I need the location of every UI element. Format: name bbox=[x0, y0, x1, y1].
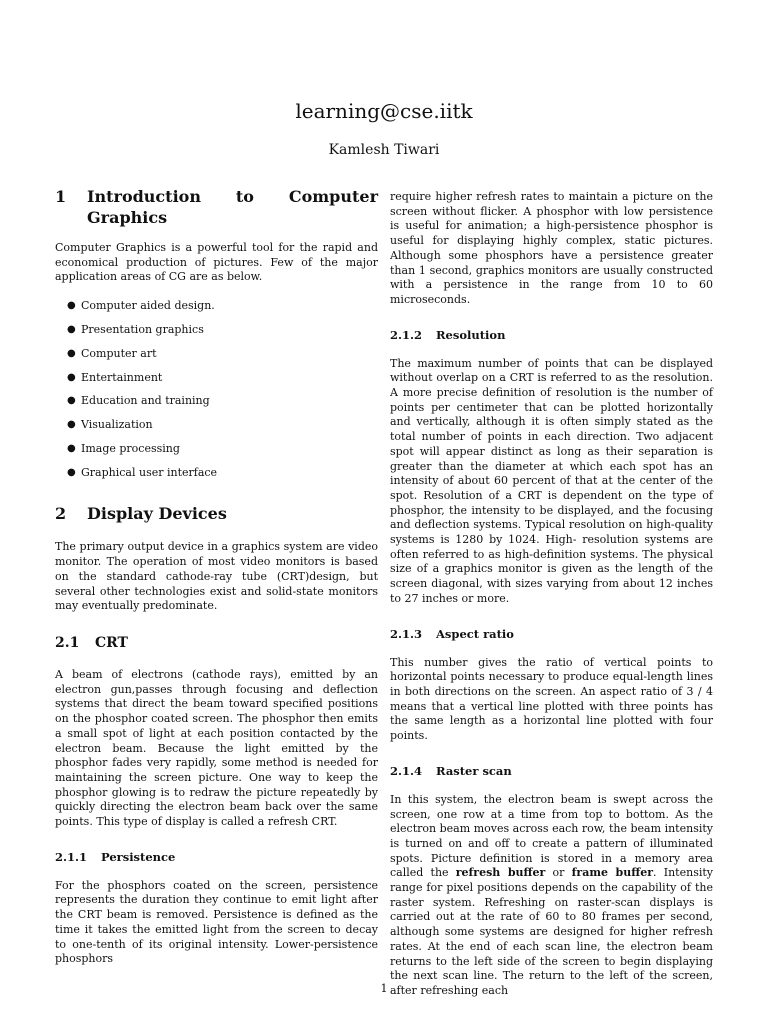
section-title: Persistence bbox=[101, 849, 176, 864]
section-2-1-4-paragraph: In this system, the electron beam is swept across the screen, one row at a time from top to bottom. As the electron beam moves across each row, the beam intensity is turned on and off to create a pattern of illuminated spots. Picture definition is stored in a memory area called the refresh buffer or frame buffer. Intensity range for pixel positions depends on the capability of the raster system. Refreshing on raster-scan displays is carried out at the rate of 60 to 80 frames per second, although some systems are designed for higher refresh rates. At the end of each scan line, the electron beam returns to the left side of the screen to begin displaying the next scan line. The return to the left of the screen, after refreshing each bbox=[390, 792, 713, 997]
list-item: ● Education and training bbox=[55, 394, 378, 418]
list-item: ● Visualization bbox=[55, 418, 378, 442]
bullet-icon: ● bbox=[67, 371, 76, 383]
section-2-1-1-paragraph-continued: require higher refresh rates to maintain a picture on the screen without flicker. A phosphor with low persistence is useful for animation; a high-persistence phosphor is useful for displaying highly complex, static pictures. Although some phosphors have a persistence greater than 1 second, graphics monitors are usually constructed with a persistence in the range from 10 to 60 microseconds. bbox=[390, 190, 713, 306]
list-item: ● Presentation graphics bbox=[55, 323, 378, 347]
page-number: 1 bbox=[380, 982, 388, 995]
section-1-paragraph: Computer Graphics is a powerful tool for the rapid and economical production of pictures. Few of the major application areas of CG are as below. bbox=[55, 241, 378, 284]
section-title: Aspect ratio bbox=[436, 626, 514, 641]
section-2-1-4-heading bbox=[390, 764, 713, 779]
bullet-icon: ● bbox=[67, 442, 76, 454]
right-column bbox=[390, 190, 713, 999]
bullet-icon: ● bbox=[67, 300, 76, 312]
section-2-1-1-paragraph: For the phosphors coated on the screen, persistence represents the duration they continue to emit light after the CRT beam is removed. Persistence is defined as the time it takes the emitted light from the screen to decay to one-tenth of its original intensity. Lower-persistence phosphors bbox=[55, 878, 378, 966]
bullet-icon: ● bbox=[67, 323, 76, 335]
section-2-1-1-heading bbox=[55, 850, 378, 865]
section-2-1-2-heading bbox=[390, 328, 713, 343]
section-title-line-2: Graphics bbox=[87, 208, 168, 227]
section-2-heading bbox=[55, 503, 378, 524]
section-number: 2.1.3 bbox=[390, 626, 423, 641]
list-item: ● Computer art bbox=[55, 347, 378, 371]
section-number: 2.1.4 bbox=[390, 763, 423, 778]
section-2-1-paragraph: A beam of electrons (cathode rays), emitted by an electron gun,passes through focusing and deflection systems that direct the beam toward specified positions on the phosphor coated screen. The phosphor then emits a small spot of light at each position contacted by the electron beam. Because the light emitted by the phosphor fades very rapidly, some method is needed for maintaining the screen picture. One way to keep the phosphor glowing is to redraw the picture repeatedly by quickly directing the electron beam back over the same points. This type of display is called a refresh CRT. bbox=[55, 668, 378, 829]
section-title: CRT bbox=[95, 635, 128, 651]
section-title: Resolution bbox=[436, 327, 506, 342]
section-title-line-1: Introduction to Computer bbox=[87, 187, 378, 206]
section-2-1-3-paragraph: This number gives the ratio of vertical points to horizontal points necessary to produce equal-length lines in both directions on the screen. An aspect ratio of 3 / 4 means that a vertical line plotted with three points has the same length as a horizontal line plotted with four points. bbox=[390, 655, 713, 743]
section-number: 2.1.1 bbox=[55, 849, 88, 864]
term-frame-buffer: frame buffer bbox=[571, 866, 654, 880]
page-title: learning@cse.iitk bbox=[295, 99, 473, 123]
section-2-paragraph: The primary output device in a graphics system are video monitor. The operation of most video monitors is based on the standard cathode-ray tube (CRT)design, but several other technologies exist and solid-state monitors may eventually predominate. bbox=[55, 540, 378, 613]
list-item: ● Computer aided design. bbox=[55, 299, 378, 323]
section-title: Raster scan bbox=[436, 763, 512, 778]
section-2-1-3-heading bbox=[390, 627, 713, 642]
bullet-icon: ● bbox=[67, 419, 76, 431]
list-item: ● Graphical user interface bbox=[55, 466, 378, 490]
list-item: ● Entertainment bbox=[55, 371, 378, 395]
section-2-1-2-paragraph: The maximum number of points that can be displayed without overlap on a CRT is referred to as the resolution. A more precise definition of resolution is the number of points per centimeter that can be plotted horizontally and vertically, although it is often simply stated as the total number of points in each direction. Two adjacent spot will appear distinct as long as their separation is greater than the diameter at which each spot has an intensity of about 60 percent of that at the center of the spot. Resolution of a CRT is dependent on the type of phosphor, the intensity to be displayed, and the focusing and deflection systems. Typical resolution on high-quality systems is 1280 by 1024. High- resolution systems are often referred to as high-definition systems. The physical size of a graphics monitor is given as the length of the screen diagonal, with sizes varying from about 12 inches to 27 inches or more. bbox=[390, 356, 713, 605]
left-column bbox=[55, 186, 378, 967]
author-name: Kamlesh Tiwari bbox=[328, 142, 440, 158]
bullet-icon: ● bbox=[67, 347, 76, 359]
application-list bbox=[55, 299, 378, 489]
section-title: Display Devices bbox=[87, 504, 227, 524]
term-refresh-buffer: refresh buffer bbox=[455, 866, 546, 880]
section-number: 2 bbox=[55, 504, 67, 524]
section-2-1-heading bbox=[55, 634, 378, 653]
list-item: ● Image processing bbox=[55, 442, 378, 466]
section-number: 1 bbox=[55, 187, 67, 206]
bullet-icon: ● bbox=[67, 466, 76, 478]
section-1-heading bbox=[55, 186, 378, 228]
section-number: 2.1.2 bbox=[390, 327, 423, 342]
section-number: 2.1 bbox=[55, 635, 80, 651]
bullet-icon: ● bbox=[67, 395, 76, 407]
